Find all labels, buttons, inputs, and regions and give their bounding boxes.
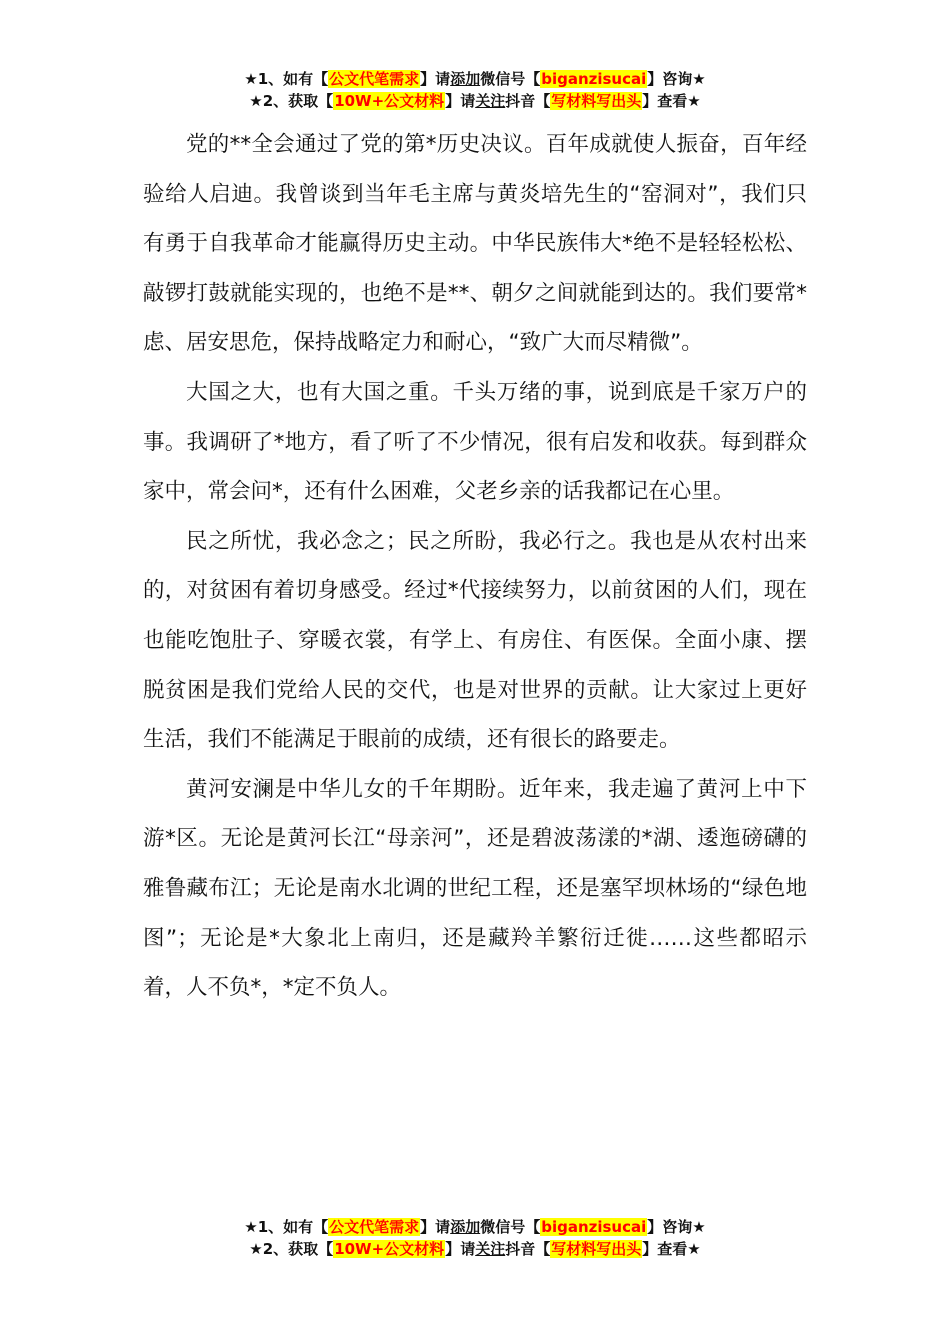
banner-text: 抖音【 (505, 92, 551, 110)
header-banner (0, 68, 950, 112)
emphasis-add: 添加 (450, 1218, 481, 1236)
banner-text: 】咨询★ (647, 70, 706, 88)
banner-text: 】查看★ (642, 92, 701, 110)
paragraph-2: 大国之大，也有大国之重。千头万绪的事，说到底是千家万户的事。我调研了*地方，看了听了不少情况，很有启发和收获。每到群众家中，常会问*，还有什么困难，父老乡亲的话我都记在心里。 (143, 379, 807, 505)
highlight-service-label: 公文代笔需求 (329, 70, 420, 88)
paragraph-1: 党的**全会通过了党的第*历史决议。百年成就使人振奋，百年经验给人启迪。我曾谈到当年毛主席与黄炎培先生的“窑洞对”，我们只有勇于自我革命才能赢得历史主动。中华民族伟大*绝不是轻轻松松、敲锣打鼓就能实现的，也绝不是**、朝夕之间就能到达的。我们要常*虑、居安思危，保持战略定力和耐心，“致广大而尽精微”。 (143, 132, 807, 356)
header-banner-line-2 (0, 90, 950, 112)
paragraph-4: 黄河安澜是中华儿女的千年期盼。近年来，我走遍了黄河上中下游*区。无论是黄河长江“母亲河”，还是碧波荡漾的*湖、逶迤磅礴的雅鲁藏布江；无论是南水北调的世纪工程，还是塞罕坝林场的“绿色地图”；无论是*大象北上南归，还是藏羚羊繁衍迁徙……这些都昭示着，人不负*，*定不负人。 (143, 776, 807, 1001)
banner-text: 抖音【 (505, 1240, 551, 1258)
highlight-service-label: 公文代笔需求 (329, 1218, 420, 1236)
banner-text: ★1、如有【 (244, 70, 329, 88)
banner-text: 】请 (420, 1218, 451, 1236)
emphasis-add: 添加 (450, 70, 481, 88)
banner-text: 】请 (420, 70, 451, 88)
highlight-wechat-id: biganzisucai (541, 70, 647, 88)
banner-text: ★2、获取【 (249, 1240, 334, 1258)
highlight-wechat-id: biganzisucai (541, 1218, 647, 1236)
banner-text: 】咨询★ (647, 1218, 706, 1236)
banner-text: 】请 (445, 92, 476, 110)
banner-text: 微信号【 (480, 70, 541, 88)
highlight-douyin-account: 写材料写出头 (551, 1240, 642, 1258)
footer-banner-line-1 (0, 1216, 950, 1238)
highlight-materials-label: 10W+公文材料 (334, 92, 445, 110)
header-banner-line-1 (0, 68, 950, 90)
paragraph-3: 民之所忧，我必念之；民之所盼，我必行之。我也是从农村出来的，对贫困有着切身感受。经过*代接续努力，以前贫困的人们，现在也能吃饱肚子、穿暖衣裳，有学上、有房住、有医保。全面小康、摆脱贫困是我们党给人民的交代，也是对世界的贡献。让大家过上更好生活，我们不能满足于眼前的成绩，还有很长的路要走。 (143, 528, 807, 753)
banner-text: ★1、如有【 (244, 1218, 329, 1236)
highlight-materials-label: 10W+公文材料 (334, 1240, 445, 1258)
banner-text: 】请 (445, 1240, 476, 1258)
banner-text: 】查看★ (642, 1240, 701, 1258)
footer-banner-line-2 (0, 1238, 950, 1260)
emphasis-follow: 关注 (475, 92, 506, 110)
highlight-douyin-account: 写材料写出头 (551, 92, 642, 110)
banner-text: ★2、获取【 (249, 92, 334, 110)
footer-banner (0, 1216, 950, 1260)
emphasis-follow: 关注 (475, 1240, 506, 1258)
banner-text: 微信号【 (480, 1218, 541, 1236)
document-body (143, 120, 807, 1013)
